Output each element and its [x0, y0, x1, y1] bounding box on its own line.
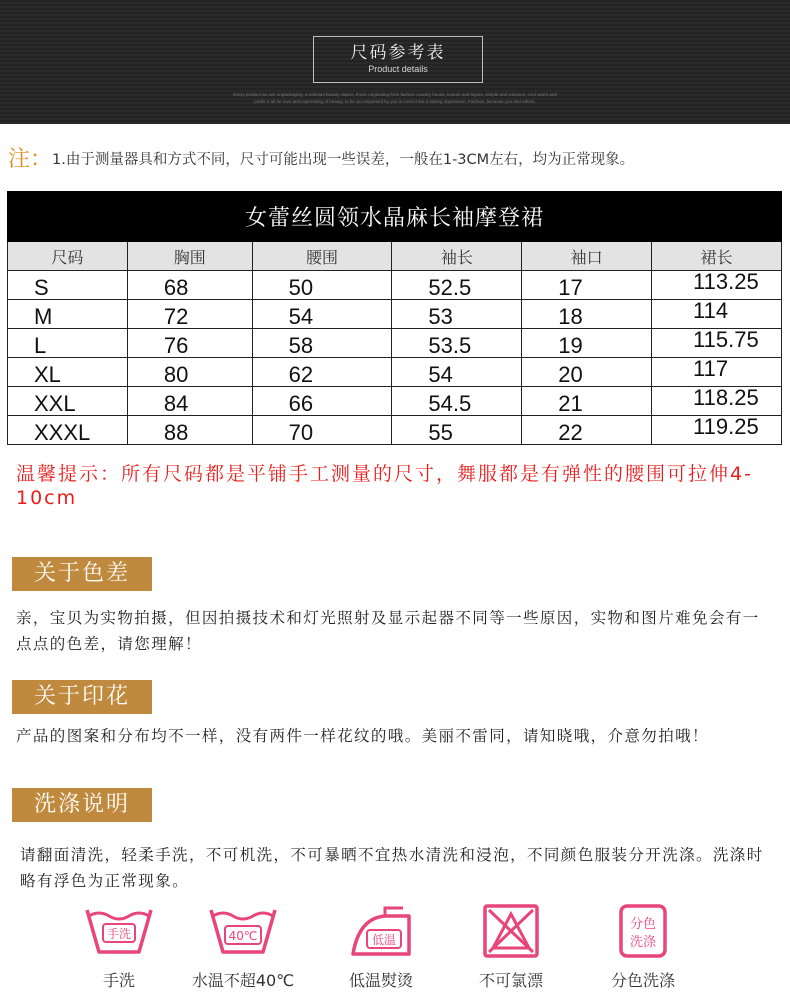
table-cell: L	[8, 329, 128, 358]
care-label: 分色洗涤	[610, 971, 675, 990]
table-cell: 50	[252, 271, 392, 300]
table-cell: 113.25	[652, 271, 782, 300]
care-item-separate-wash	[578, 902, 708, 991]
table-cell: 17	[522, 271, 652, 300]
table-caption: 女蕾丝圆领水晶麻长袖摩登裙	[8, 192, 782, 242]
care-item-low-iron	[316, 902, 446, 991]
section-body-print: 产品的图案和分布均不一样，没有两件一样花纹的哦。美丽不雷同，请知晓哦，介意勿拍哦！	[16, 727, 709, 745]
table-cell: 68	[127, 271, 252, 300]
low-iron-icon	[341, 902, 421, 960]
table-cell: 84	[127, 387, 252, 416]
table-cell: 21	[522, 387, 652, 416]
table-cell: 72	[127, 300, 252, 329]
table-cell: XXXL	[8, 416, 128, 445]
column-header: 胸围	[127, 242, 252, 271]
table-cell: 119.25	[652, 416, 782, 445]
table-cell: 54	[252, 300, 392, 329]
section-title-color-difference: 关于色差	[12, 557, 152, 591]
note-mark: 注：	[8, 147, 53, 172]
table-cell: 53	[392, 300, 522, 329]
column-header: 腰围	[252, 242, 392, 271]
care-icons-row	[0, 902, 790, 1000]
care-badge: 40℃	[228, 929, 258, 943]
table-cell: 58	[252, 329, 392, 358]
table-cell: 54	[392, 358, 522, 387]
section-body-color-difference: 亲，宝贝为实物拍摄，但因拍摄技术和灯光照射及显示起器不同等一些原因，实物和图片难免会有一点点的色差，请您理解！	[16, 609, 760, 653]
table-cell: 53.5	[392, 329, 522, 358]
table-cell: 114	[652, 300, 782, 329]
separate-wash-icon	[603, 902, 683, 960]
column-header: 裙长	[652, 242, 782, 271]
water-temp-icon	[203, 902, 283, 960]
table-row	[8, 271, 782, 300]
banner-title: 尺码参考表	[350, 43, 446, 63]
banner-fine-print-2: prefer it all for love and expressing of beauty, to be accompanied by you is correct the a lasting impression, Fashion, because you and others.	[254, 99, 536, 104]
table-cell: XXL	[8, 387, 128, 416]
section-title-washing: 洗涤说明	[12, 788, 152, 822]
no-bleach-icon	[471, 902, 551, 960]
banner-title-box	[313, 36, 483, 83]
table-row	[8, 300, 782, 329]
care-label: 手洗	[102, 971, 135, 990]
table-cell: 20	[522, 358, 652, 387]
table-cell: 66	[252, 387, 392, 416]
care-badge: 低温	[371, 933, 397, 947]
care-item-no-bleach	[446, 902, 576, 991]
note-text: 1.由于测量器具和方式不同，尺寸可能出现一些误差，一般在1-3CM左右，均为正常现象。	[52, 152, 635, 168]
banner-fine-print-1: Every product we are unpackaging, a relevant beauty claims, those originating from fashion country house, texture and layers, simple and volumes, cool warm and	[233, 92, 557, 97]
section-body-washing: 请翻面清洗，轻柔手洗，不可机洗，不可暴晒不宜热水清洗和浸泡，不同颜色服装分开洗涤。洗涤时略有浮色为正常现象。	[20, 846, 764, 890]
table-cell: 118.25	[652, 387, 782, 416]
table-header-row	[8, 242, 782, 271]
table-cell: 19	[522, 329, 652, 358]
table-cell: 115.75	[652, 329, 782, 358]
table-row	[8, 416, 782, 445]
care-label: 不可氯漂	[478, 971, 543, 990]
column-header: 袖长	[392, 242, 522, 271]
table-cell: 76	[127, 329, 252, 358]
care-badge: 手洗	[106, 927, 132, 941]
care-label: 低温熨烫	[348, 971, 413, 990]
care-item-hand-wash	[54, 902, 184, 991]
table-row	[8, 358, 782, 387]
banner-subtitle: Product details	[368, 64, 428, 74]
stretch-tip: 温馨提示：所有尺码都是平铺手工测量的尺寸，舞服都是有弹性的腰围可拉伸4-10cm	[16, 463, 753, 509]
care-label: 水温不超40℃	[191, 971, 295, 990]
table-cell: 54.5	[392, 387, 522, 416]
table-cell: 117	[652, 358, 782, 387]
table-row	[8, 387, 782, 416]
care-badge-line-1: 分色	[629, 917, 657, 932]
table-cell: 18	[522, 300, 652, 329]
column-header: 尺码	[8, 242, 128, 271]
hand-wash-icon	[79, 902, 159, 960]
table-row	[8, 329, 782, 358]
size-table	[7, 191, 782, 445]
table-cell: 88	[127, 416, 252, 445]
table-cell: 52.5	[392, 271, 522, 300]
table-cell: 70	[252, 416, 392, 445]
table-cell: XL	[8, 358, 128, 387]
header-banner	[0, 0, 790, 124]
care-item-water-temp	[178, 902, 308, 991]
section-title-print: 关于印花	[12, 680, 152, 714]
table-cell: M	[8, 300, 128, 329]
table-cell: 80	[127, 358, 252, 387]
table-cell: 55	[392, 416, 522, 445]
table-cell: 62	[252, 358, 392, 387]
column-header: 袖口	[522, 242, 652, 271]
table-cell: S	[8, 271, 128, 300]
care-badge-line-2: 洗涤	[629, 935, 657, 950]
measurement-note	[8, 145, 788, 175]
table-cell: 22	[522, 416, 652, 445]
